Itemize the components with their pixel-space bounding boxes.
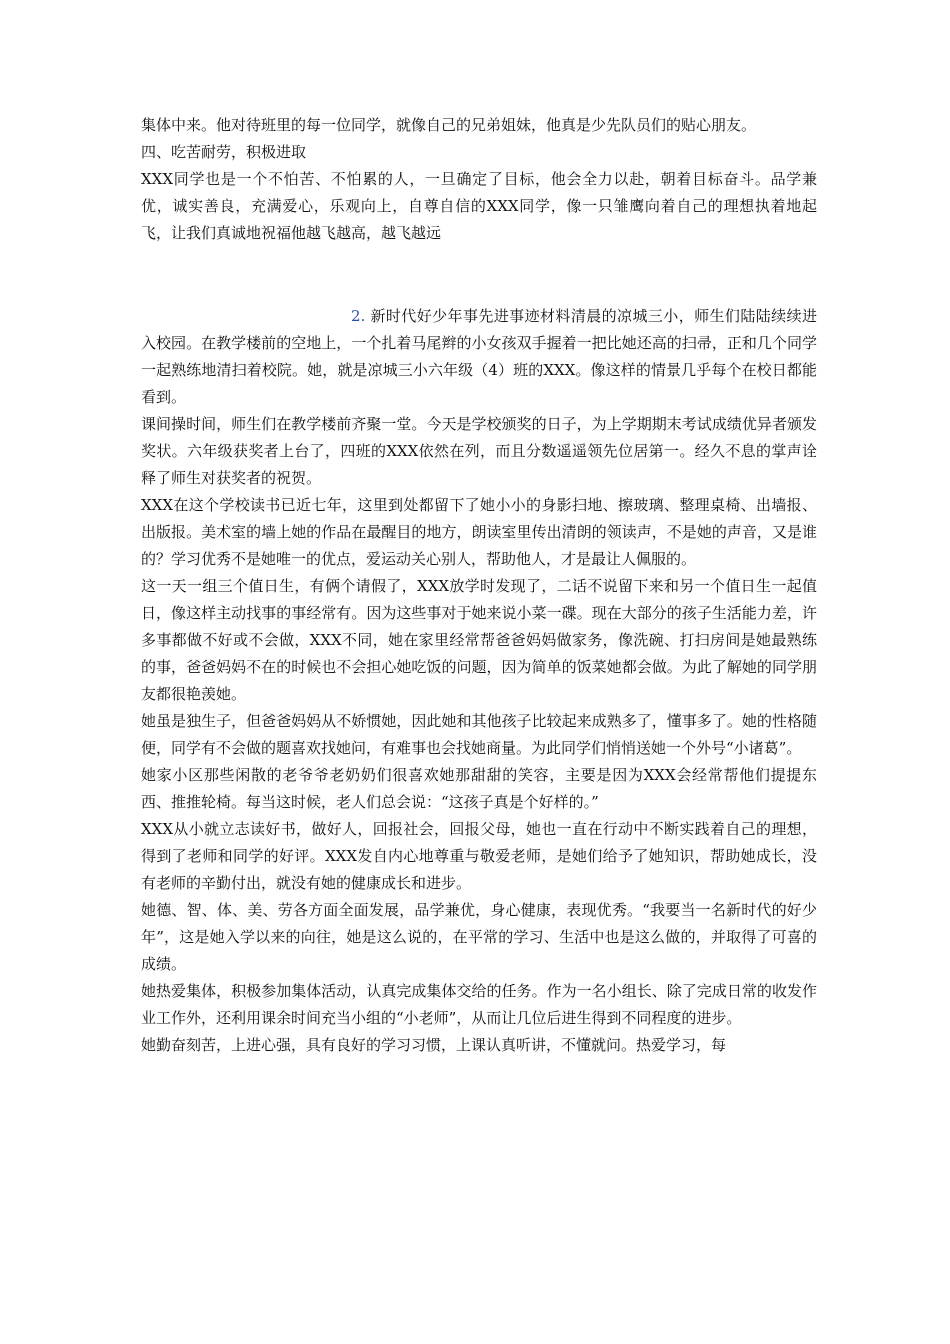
- paragraph: 她虽是独生子，但爸爸妈妈从不娇惯她，因此她和其他孩子比较起来成熟多了，懂事多了。她的性格随便，同学有不会做的题喜欢找她问，有难事也会找她商量。为此同学们悄悄送她一个外号“小诸葛”。: [141, 712, 817, 757]
- section-2-lead-paragraph: [141, 303, 817, 411]
- paragraph: 集体中来。他对待班里的每一位同学，就像自己的兄弟姐妹，他真是少先队员们的贴心朋友。: [141, 116, 757, 134]
- document-body: [141, 112, 817, 1059]
- section-heading: 四、吃苦耐劳，积极进取: [141, 143, 307, 161]
- paragraph: 课间操时间，师生们在教学楼前齐聚一堂。今天是学校颁奖的日子，为上学期期末考试成绩优异者颁发奖状。六年级获奖者上台了，四班的XXX依然在列，而且分数遥遥领先位居第一。经久不息的掌声诠释了师生对获奖者的祝贺。: [141, 415, 817, 487]
- paragraph: 她热爱集体，积极参加集体活动，认真完成集体交给的任务。作为一名小组长、除了完成日常的收发作业工作外，还利用课余时间充当小组的“小老师”，从而让几位后进生得到不同程度的进步。: [141, 982, 817, 1027]
- paragraph: 她德、智、体、美、劳各方面全面发展，品学兼优，身心健康，表现优秀。“我要当一名新时代的好少年”，这是她入学以来的向往，她是这么说的，在平常的学习、生活中也是这么做的，并取得了可喜的成绩。: [141, 901, 817, 973]
- section-gap: [141, 247, 817, 303]
- paragraph: XXX在这个学校读书已近七年，这里到处都留下了她小小的身影扫地、擦玻璃、整理桌椅、出墙报、出版报。美术室的墙上她的作品在最醒目的地方，朗读室里传出清朗的领读声，不是她的声音，又是谁的？学习优秀不是她唯一的优点，爱运动关心别人，帮助他人，才是最让人佩服的。: [141, 496, 817, 568]
- section-number: 2.: [351, 307, 366, 325]
- paragraph: 这一天一组三个值日生，有俩个请假了，XXX放学时发现了，二话不说留下来和另一个值日生一起值日，像这样主动找事的事经常有。因为这些事对于她来说小菜一碟。现在大部分的孩子生活能力差，许多事都做不好或不会做，XXX不同，她在家里经常帮爸爸妈妈做家务，像洗碗、打扫房间是她最熟练的事，爸爸妈妈不在的时候也不会担心她吃饭的问题，因为简单的饭菜她都会做。为此了解她的同学朋友都很艳羡她。: [141, 577, 817, 703]
- section-lead-text: 新时代好少年事先进事迹材料清晨的凉城三小，师生们陆陆续续进入校园。在教学楼前的空地上，一个扎着马尾辫的小女孩双手握着一把比她还高的扫帚，正和几个同学一起熟练地清扫着校院。她，就是凉城三小六年级（4）班的XXX。像这样的情景几乎每个在校日都能看到。: [141, 307, 817, 406]
- paragraph: 她勤奋刻苦，上进心强，具有良好的学习习惯，上课认真听讲，不懂就问。热爱学习，每: [141, 1036, 727, 1054]
- paragraph: 她家小区那些闲散的老爷爷老奶奶们很喜欢她那甜甜的笑容，主要是因为XXX会经常帮他们提提东西、推推轮椅。每当这时候，老人们总会说：“这孩子真是个好样的。”: [141, 766, 817, 811]
- paragraph: XXX同学也是一个不怕苦、不怕累的人，一旦确定了目标，他会全力以赴，朝着目标奋斗。品学兼优，诚实善良，充满爱心，乐观向上，自尊自信的XXX同学，像一只雏鹰向着自己的理想执着地起飞，让我们真诚地祝福他越飞越高，越飞越远: [141, 170, 817, 242]
- paragraph: XXX从小就立志读好书，做好人，回报社会，回报父母，她也一直在行动中不断实践着自己的理想，得到了老师和同学的好评。XXX发自内心地尊重与敬爱老师，是她们给予了她知识，帮助她成长，没有老师的辛勤付出，就没有她的健康成长和进步。: [141, 820, 817, 892]
